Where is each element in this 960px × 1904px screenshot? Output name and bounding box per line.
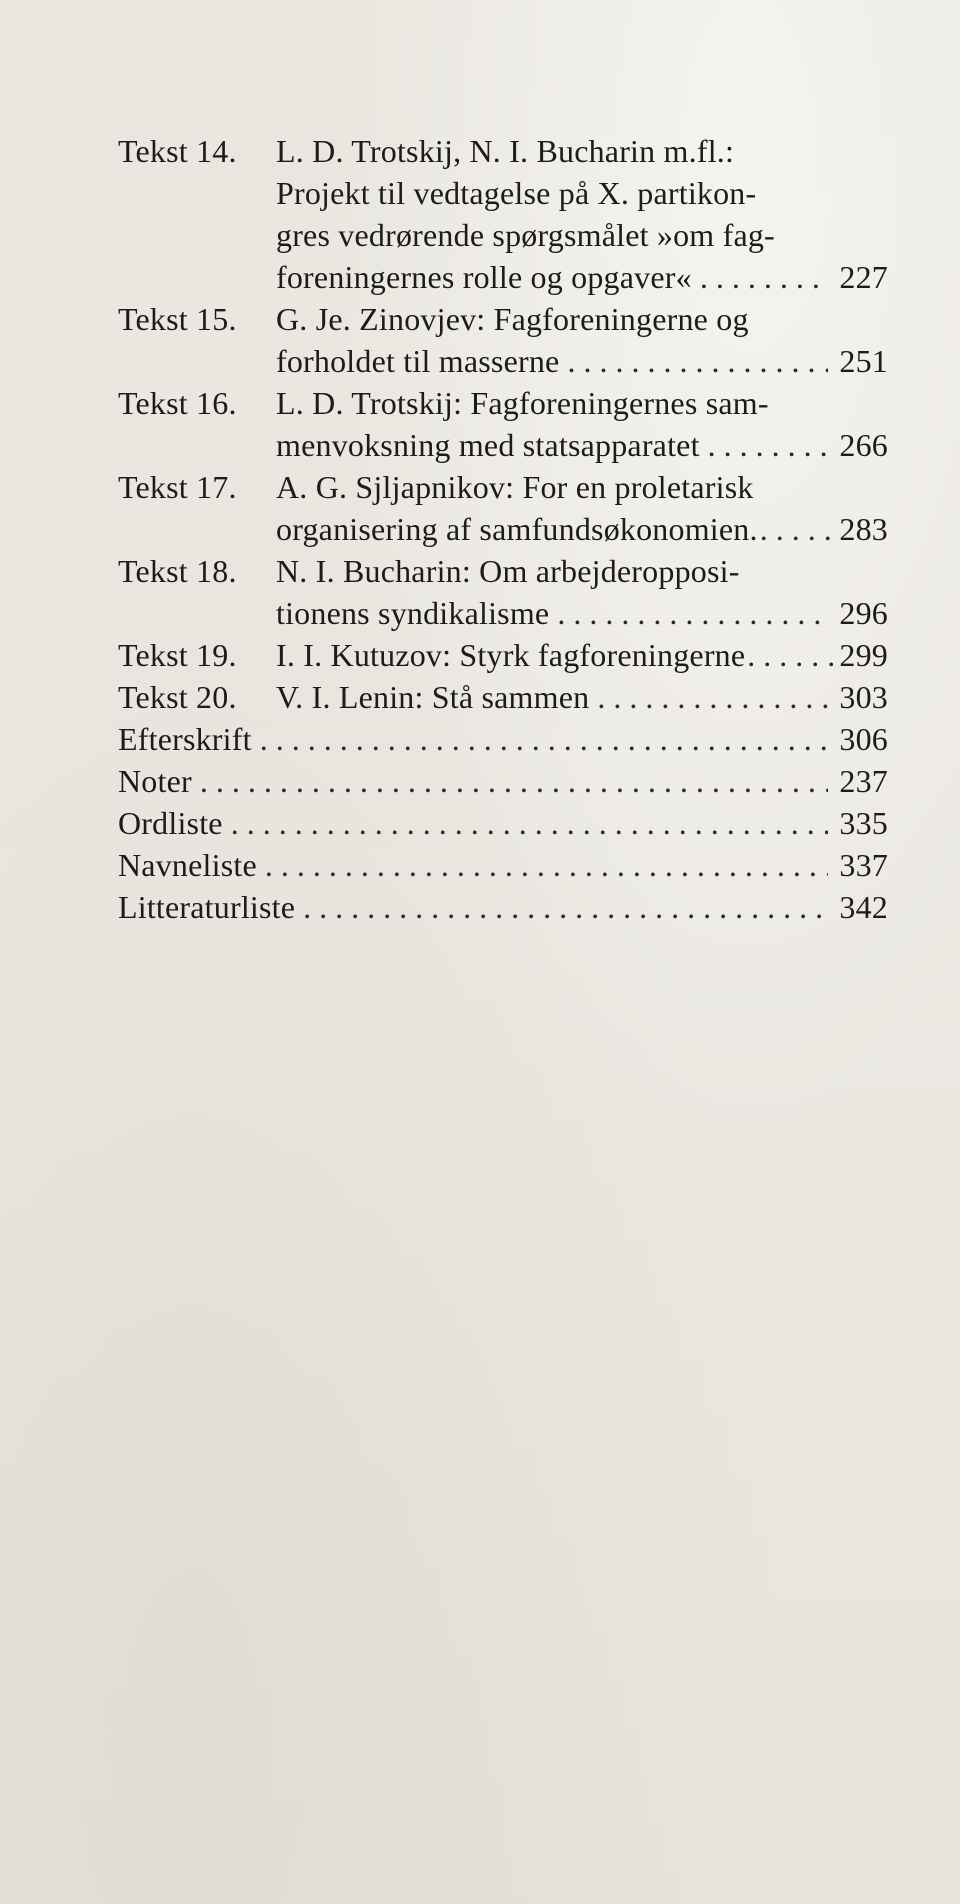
page-number: 337	[839, 847, 888, 883]
entry-title-line: forholdet til masserne	[276, 343, 560, 379]
dot-leader	[200, 760, 828, 802]
appendix-title: Ordliste	[118, 805, 223, 841]
table-of-contents	[118, 130, 888, 928]
page-number: 283	[839, 511, 888, 547]
entry-body	[118, 718, 888, 760]
entry-title-line: L. D. Trotskij, N. I. Bucharin m.fl.:	[276, 133, 735, 169]
dot-leader	[567, 340, 828, 382]
toc-entry	[118, 634, 888, 676]
entry-title-line: foreningernes rolle og opgaver«	[276, 259, 692, 295]
entry-body	[276, 382, 888, 466]
entry-body	[276, 676, 888, 718]
entry-title-line: G. Je. Zinovjev: Fagforeningerne og	[276, 301, 749, 337]
entry-label: Tekst 14.	[118, 133, 237, 169]
appendix-title: Navneliste	[118, 847, 257, 883]
toc-entry	[118, 298, 888, 382]
page-number: 306	[839, 721, 888, 757]
toc-appendix-entry	[118, 886, 888, 928]
page-number: 303	[839, 679, 888, 715]
toc-entry	[118, 130, 888, 298]
entry-body	[118, 844, 888, 886]
entry-body	[118, 802, 888, 844]
entry-title-line: tionens syndikalisme	[276, 595, 550, 631]
page-number: 342	[839, 889, 888, 925]
entry-label: Tekst 18.	[118, 553, 237, 589]
dot-leader	[303, 886, 828, 928]
entry-label: Tekst 19.	[118, 637, 237, 673]
entry-label: Tekst 16.	[118, 385, 237, 421]
entry-title-line: menvoksning med statsapparatet	[276, 427, 700, 463]
toc-entry	[118, 466, 888, 550]
dot-leader	[597, 676, 828, 718]
page-number: 266	[839, 427, 888, 463]
entry-body	[276, 298, 888, 382]
toc-appendix-entry	[118, 802, 888, 844]
dot-leader	[557, 592, 828, 634]
entry-title-line: L. D. Trotskij: Fagforeningernes sam-	[276, 385, 769, 421]
entry-title-line: gres vedrørende spørgsmålet »om fag-	[276, 217, 775, 253]
entry-body	[276, 130, 888, 298]
page-number: 296	[839, 595, 888, 631]
entry-title-line: A. G. Sjljapnikov: For en proletarisk	[276, 469, 754, 505]
entry-title-line: V. I. Lenin: Stå sammen	[276, 679, 590, 715]
toc-entry	[118, 676, 888, 718]
toc-appendix-entry	[118, 844, 888, 886]
dot-leader	[700, 256, 828, 298]
entry-title-line: organisering af samfundsøkonomien.	[276, 511, 758, 547]
dot-leader	[231, 802, 828, 844]
appendix-title: Efterskrift	[118, 721, 252, 757]
dot-leader	[260, 718, 828, 760]
entry-title-line: Projekt til vedtagelse på X. partikon-	[276, 175, 757, 211]
dot-leader	[760, 508, 834, 550]
appendix-title: Litteraturliste	[118, 889, 296, 925]
entry-title-line: N. I. Bucharin: Om arbejderopposi-	[276, 553, 740, 589]
entry-title-line: I. I. Kutuzov: Styrk fagforeningerne	[276, 637, 746, 673]
entry-body	[276, 466, 888, 550]
entry-label: Tekst 15.	[118, 301, 237, 337]
entry-body	[276, 634, 888, 676]
dot-leader	[708, 424, 828, 466]
entry-body	[118, 760, 888, 802]
toc-appendix-entry	[118, 718, 888, 760]
page-number: 335	[839, 805, 888, 841]
page-number: 299	[839, 637, 888, 673]
entry-body	[118, 886, 888, 928]
entry-body	[276, 550, 888, 634]
entry-label: Tekst 17.	[118, 469, 237, 505]
dot-leader	[747, 634, 834, 676]
page-number: 251	[839, 343, 888, 379]
entry-label: Tekst 20.	[118, 679, 237, 715]
page-number: 227	[839, 259, 888, 295]
appendix-title: Noter	[118, 763, 192, 799]
page-number: 237	[839, 763, 888, 799]
toc-appendix-entry	[118, 760, 888, 802]
toc-entry	[118, 550, 888, 634]
toc-entry	[118, 382, 888, 466]
dot-leader	[265, 844, 828, 886]
